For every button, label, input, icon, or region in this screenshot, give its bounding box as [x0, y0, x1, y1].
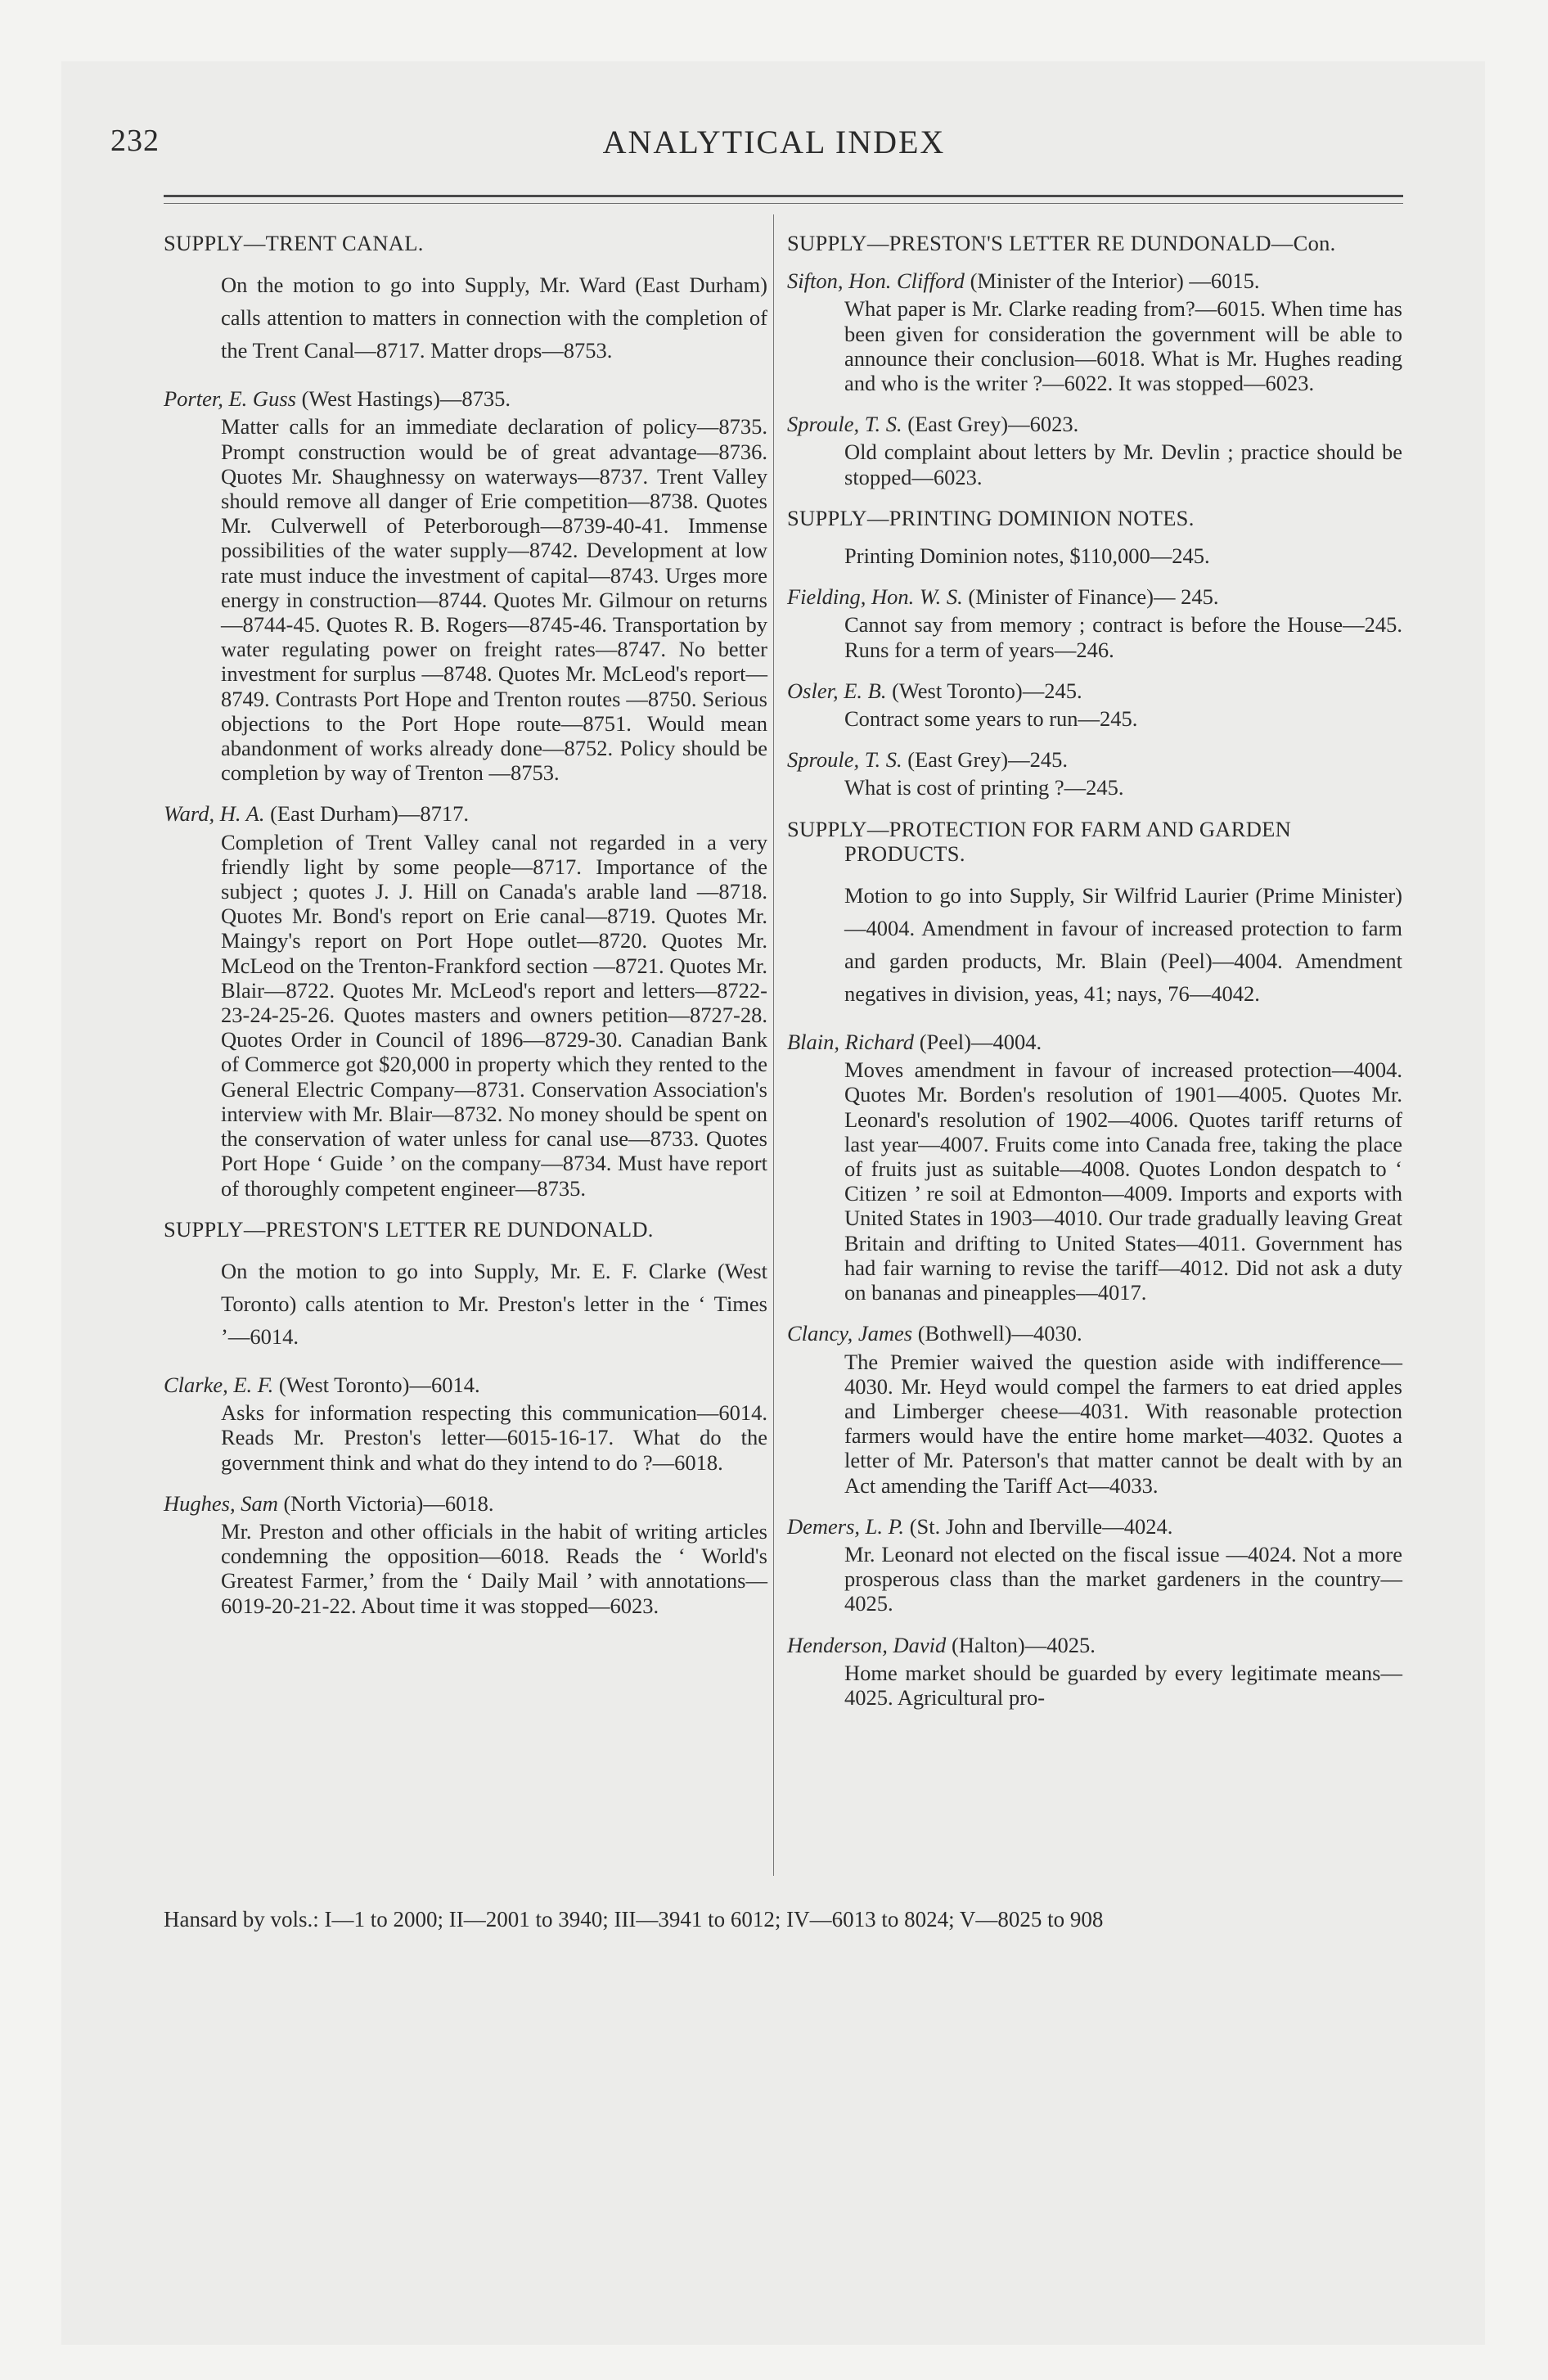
speaker-riding: (West Toronto)—245.	[886, 678, 1082, 703]
entry-text: Moves amendment in favour of increased protection—4004. Quotes Mr. Borden's resolution of 1901—4005. Quotes Mr. Leonard's resolution of 1902—4006. Quotes tariff returns of last year—4007. Fruits come into Canada free, taking the place of fruits just as suitable—4008. Quotes London despatch to ‘ Citizen ’ re soil at Edmonton—4009. Imports and exports with United States in 1903—4010. Our trade gradually leaving Great Britain and drifting to United States—4011. Government has had fair warning to revise the tariff—4012. Did not ask a duty on bananas and pineapples—4017.	[844, 1057, 1402, 1305]
speaker-entry	[164, 1373, 767, 1397]
speaker-riding: (West Toronto)—6014.	[273, 1372, 480, 1397]
entry-text: Mr. Preston and other officials in the habit of writing articles condemning the opposition—6018. Reads the ‘ World's Greatest Farmer,’ from the ‘ Daily Mail ’ with annotations—6019-20-21-22. About time it was stopped—6023.	[221, 1518, 767, 1618]
speaker-riding: (East Durham)—8717.	[264, 801, 469, 827]
running-head: ANALYTICAL INDEX	[602, 124, 946, 160]
speaker-entry	[787, 1321, 1402, 1346]
speaker-entry	[164, 386, 767, 411]
entry-text: Asks for information respecting this communication—6014. Reads Mr. Preston's letter—6015-16-17. What do the government think and what do they intend to do ?—6018.	[221, 1400, 767, 1475]
speaker-name: Sproule, T. S.	[787, 412, 902, 437]
right-column	[787, 231, 1402, 1726]
speaker-name: Hughes, Sam	[164, 1490, 278, 1516]
speaker-riding: (Peel)—4004.	[914, 1030, 1042, 1055]
lead-text: Printing Dominion notes, $110,000—245.	[844, 543, 1210, 569]
speaker-name: Blain, Richard	[787, 1030, 915, 1055]
section-heading: SUPPLY—PRESTON'S LETTER RE DUNDONALD.	[164, 1216, 654, 1242]
speaker-riding: (East Grey)—245.	[902, 747, 1068, 773]
entry-text: What paper is Mr. Clarke reading from?—6015. When time has been given for consideration the government will be able to announce their conclusion—6018. What is Mr. Hughes reading and who is the writer ?—6022. It was stopped—6023.	[844, 296, 1402, 396]
section-heading: SUPPLY—PROTECTION FOR FARM AND GARDEN PRODUCTS.	[787, 816, 1292, 866]
speaker-riding: (West Hastings)—8735.	[295, 386, 511, 412]
speaker-entry	[787, 747, 1402, 772]
section-heading: SUPPLY—PRESTON'S LETTER RE DUNDONALD—Con.	[787, 231, 1336, 255]
speaker-entry	[787, 1030, 1402, 1054]
section-heading: SUPPLY—TRENT CANAL.	[164, 231, 424, 255]
speaker-name: Clancy, James	[787, 1321, 913, 1346]
motion-text: Motion to go into Supply, Sir Wilfrid Laurier (Prime Minister)—4004. Amendment in favour of increased protection to farm and garden products, Mr. Blain (Peel)—4004. Amendment negatives in division, yeas, 41; nays, 76—4042.	[844, 883, 1402, 1007]
speaker-entry	[164, 801, 767, 826]
speaker-riding: (East Grey)—6023.	[902, 412, 1079, 437]
entry-text: Old complaint about letters by Mr. Devlin ; practice should be stopped—6023.	[844, 439, 1402, 489]
speaker-riding: (Halton)—4025.	[946, 1632, 1096, 1657]
entry-text: Completion of Trent Valley canal not regarded in a very friendly light by some people—8717. Importance of the subject ; quotes J. J. Hill on Canada's arable land —8718. Quotes Mr. Bond's report on Erie canal—8719. Quotes Mr. Maingy's report on Port Hope outlet—8720. Quotes Mr. McLeod on the Trenton-Frankford section —8721. Quotes Mr. Blair—8722. Quotes Mr. McLeod's report and letters—8722-23-24-25-26. Quotes masters and owners petition—8727-28. Quotes Order in Council of 1896—8729-30. Canadian Bank of Commerce got $20,000 in property which they rented to the General Electric Company—8731. Conservation Association's interview with Mr. Blair—8732. No money should be spent on the conservation of water unless for canal use—8733. Quotes Port Hope ‘ Guide ’ on the company—8734. Must have report of thoroughly competent engineer—8735.	[221, 829, 767, 1201]
page-number: 232	[110, 124, 160, 158]
speaker-name: Demers, L. P.	[787, 1513, 905, 1539]
speaker-riding: (Bothwell)—4030.	[912, 1321, 1082, 1346]
header-rule	[164, 195, 1403, 197]
speaker-entry	[787, 1633, 1402, 1657]
speaker-riding: (Minister of Finance)— 245.	[962, 584, 1219, 610]
entry-text: Home market should be guarded by every legitimate means—4025. Agricultural pro-	[844, 1660, 1402, 1710]
motion-text: On the motion to go into Supply, Mr. E. F. Clarke (West Toronto) calls atention to Mr. Preston's letter in the ‘ Times ’—6014.	[221, 1258, 767, 1349]
speaker-riding: (St. John and Iberville—4024.	[904, 1513, 1173, 1539]
volume-key-footer: Hansard by vols.: I—1 to 2000; II—2001 to 3940; III—3941 to 6012; IV—6013 to 8024; V—8025 to 908	[164, 1907, 1104, 1931]
entry-text: The Premier waived the question aside with indifference—4030. Mr. Heyd would compel the farmers to eat dried apples and Limberger cheese—4031. With reasonable protection farmers would have the entire home market—4032. Quotes a letter of Mr. Paterson's that matter cannot be dealt with by an Act amending the Tariff Act—4033.	[844, 1349, 1402, 1498]
speaker-name: Porter, E. Guss	[164, 386, 296, 412]
speaker-name: Sproule, T. S.	[787, 747, 902, 773]
speaker-name: Clarke, E. F.	[164, 1372, 274, 1397]
speaker-name: Henderson, David	[787, 1632, 947, 1657]
speaker-name: Fielding, Hon. W. S.	[787, 584, 963, 610]
entry-text: Cannot say from memory ; contract is before the House—245. Runs for a term of years—246.	[844, 612, 1402, 662]
speaker-riding: (North Victoria)—6018.	[277, 1490, 494, 1516]
speaker-name: Sifton, Hon. Clifford	[787, 268, 965, 294]
entry-text: What is cost of printing ?—245.	[844, 775, 1124, 800]
speaker-riding: (Minister of the Interior) —6015.	[964, 268, 1260, 294]
left-column	[164, 231, 767, 1634]
speaker-name: Osler, E. B.	[787, 678, 887, 703]
speaker-entry	[787, 678, 1402, 703]
motion-text: On the motion to go into Supply, Mr. Ward (East Durham) calls attention to matters in connection with the completion of the Trent Canal—8717. Matter drops—8753.	[221, 273, 767, 363]
section-heading: SUPPLY—PRINTING DOMINION NOTES.	[787, 505, 1195, 530]
speaker-entry	[787, 584, 1402, 609]
speaker-entry	[787, 412, 1402, 436]
header-rule-thin	[164, 203, 1403, 204]
speaker-name: Ward, H. A.	[164, 801, 265, 827]
entry-text: Matter calls for an immediate declaration of policy—8735. Prompt construction would be of great advantage—8736. Quotes Mr. Shaughnessy on waterways—8737. Trent Valley should remove all danger of Erie competition—8738. Quotes Mr. Culverwell of Peterborough—8739-40-41. Immense possibilities of the water supply—8742. Development at low rate must induce the investment of capital—8743. Urges more energy in construction—8744. Quotes Mr. Gilmour on returns—8744-45. Quotes R. B. Rogers—8745-46. Transportation by water regulating power on freight rates—8747. No better investment for surplus —8748. Quotes Mr. McLeod's report—8749. Contrasts Port Hope and Trenton routes —8750. Serious objections to the Port Hope route—8751. Would mean abandonment of works already done—8752. Policy should be completion by way of Trenton —8753.	[221, 414, 767, 786]
entry-text: Contract some years to run—245.	[844, 706, 1138, 732]
entry-text: Mr. Leonard not elected on the fiscal issue —4024. Not a more prosperous class than the market gardeners in the country—4025.	[844, 1541, 1402, 1616]
speaker-entry	[787, 268, 1402, 293]
speaker-entry	[164, 1491, 767, 1516]
speaker-entry	[787, 1514, 1402, 1539]
column-divider	[773, 214, 774, 1876]
